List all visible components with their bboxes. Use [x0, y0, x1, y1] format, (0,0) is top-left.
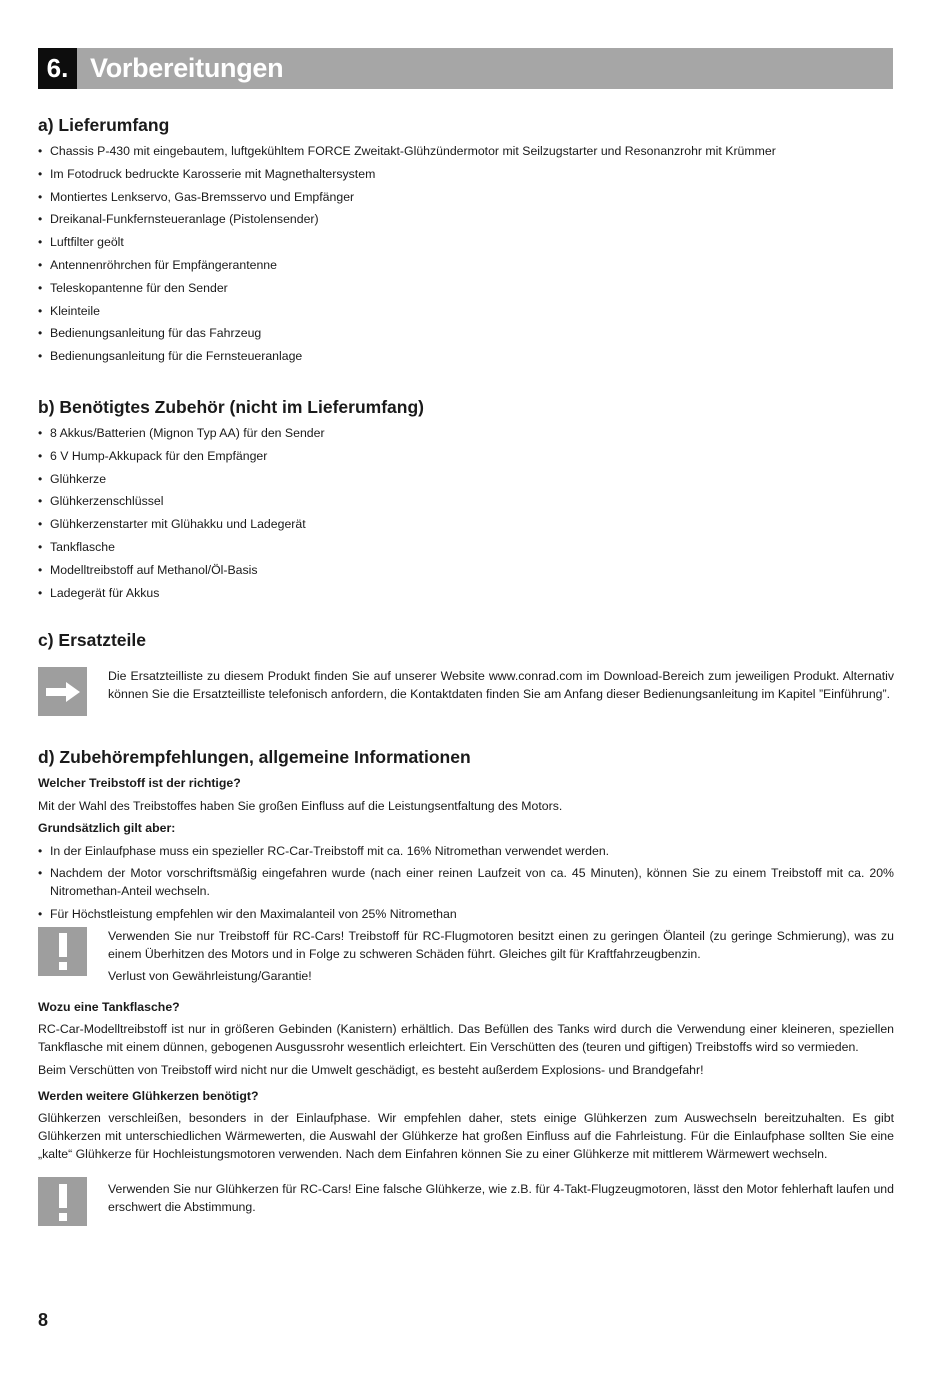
warning-paragraph: Verwenden Sie nur Glühkerzen für RC-Cars! Eine falsche Glühkerze, wie z.B. für 4-Takt-Flugzeugmotoren, lässt den Motor fehlerhaft laufen und erschwert die Abstimmung.: [108, 1182, 894, 1215]
list-item: • 8 Akkus/Batterien (Mignon Typ AA) für den Sender: [38, 424, 894, 442]
section-ersatzteile: [38, 629, 894, 716]
note-text: [108, 1177, 894, 1226]
list-item: • Montiertes Lenkservo, Gas-Bremsservo und Empfänger: [38, 188, 894, 206]
subheading: Werden weitere Glühkerzen benötigt?: [38, 1088, 259, 1103]
paragraph: Mit der Wahl des Treibstoffes haben Sie großen Einfluss auf die Leistungsentfaltung des Motors.: [38, 798, 563, 813]
section-title: c) Ersatzteile: [38, 630, 146, 650]
list-item: • Bedienungsanleitung für die Fernsteueranlage: [38, 347, 894, 365]
chapter-header: [38, 48, 893, 89]
paragraph: Glühkerzen verschleißen, besonders in der Einlaufphase. Wir empfehlen daher, stets einige Glühkerzen zum Auswechseln bereitzuhalten. Es gibt Glühkerzen mit unterschiedlichen Wärmewerten, die Auswahl der Glühkerze hat großen Einfluss auf die Fahrleistung. Für die Einlaufphase sollten Sie eine „kalte“ Glühkerze für Hochleistungsmotoren verwenden. Nach dem Einfahren können Sie zu einer Glühkerze mit mittlerem Wärmewert wechseln.: [38, 1111, 894, 1162]
list-item: • Nachdem der Motor vorschriftsmäßig eingefahren wurde (nach einer reinen Laufzeit von ca. 45 Minuten), können Sie zu einem Treibstoff mit ca. 20% Nitromethan-Anteil wechseln.: [38, 864, 894, 900]
paragraph: RC-Car-Modelltreibstoff ist nur in größeren Gebinden (Kanistern) erhältlich. Das Befüllen des Tanks wird durch die Verwendung einer kleineren, speziellen Tankflasche mit einem dünnen, gebogenen Ausgussrohr wesentlich erleichtert. Ein Verschütten des (teuren und giftigen) Treibstoffs wird so vermieden.: [38, 1022, 894, 1055]
list-item: • Glühkerzenstarter mit Glühakku und Ladegerät: [38, 515, 894, 533]
section-title: d) Zubehörempfehlungen, allgemeine Informationen: [38, 747, 471, 767]
list-item: • Kleinteile: [38, 302, 894, 320]
warning-paragraph: Verlust von Gewährleistung/Garantie!: [108, 969, 312, 984]
section-lieferumfang: [38, 114, 894, 370]
list-item: • Antennenröhrchen für Empfängerantenne: [38, 256, 894, 274]
bullet-list: [38, 424, 894, 602]
list-item: • Für Höchstleistung empfehlen wir den Maximalanteil von 25% Nitromethan: [38, 905, 894, 923]
list-item: • Teleskopantenne für den Sender: [38, 279, 894, 297]
section-empfehlungen: [38, 746, 894, 1226]
arrow-right-icon: [38, 667, 87, 716]
list-item: • Ladegerät für Akkus: [38, 584, 894, 602]
page-number: 8: [38, 1310, 49, 1330]
subheading: Welcher Treibstoff ist der richtige?: [38, 776, 241, 790]
list-item: • Dreikanal-Funkfernsteueranlage (Pistolensender): [38, 210, 894, 228]
chapter-title: Vorbereitungen: [90, 53, 284, 83]
list-item: • Tankflasche: [38, 538, 894, 556]
warning-note: [38, 1177, 894, 1226]
section-zubehoer: [38, 396, 894, 606]
bullet-list: [38, 142, 894, 365]
list-item: • Modelltreibstoff auf Methanol/Öl-Basis: [38, 561, 894, 579]
warning-note: [38, 927, 894, 990]
subheading: Grundsätzlich gilt aber:: [38, 821, 176, 835]
section-title: b) Benötigtes Zubehör (nicht im Lieferumfang): [38, 397, 424, 417]
list-item: • 6 V Hump-Akkupack für den Empfänger: [38, 447, 894, 465]
chapter-number: 6.: [38, 48, 77, 89]
list-item: • Luftfilter geölt: [38, 233, 894, 251]
list-item: • Glühkerzenschlüssel: [38, 492, 894, 510]
note-text: [108, 667, 894, 716]
warning-paragraph: Verwenden Sie nur Treibstoff für RC-Cars! Treibstoff für RC-Flugmotoren besitzt einen zu geringen Ölanteil (zu geringe Schmierung), was zu einem Überhitzen des Motors und in Folge zu schweren Schäden führt. Gleiches gilt für Kraftfahrzeugbenzin.: [108, 928, 894, 961]
note-text: [108, 927, 894, 990]
list-item: • Glühkerze: [38, 470, 894, 488]
exclamation-icon: [38, 927, 87, 976]
section-title: a) Lieferumfang: [38, 115, 170, 135]
list-item: • In der Einlaufphase muss ein spezieller RC-Car-Treibstoff mit ca. 16% Nitromethan verwendet werden.: [38, 842, 894, 860]
bullet-list: [38, 842, 894, 924]
list-item: • Im Fotodruck bedruckte Karosserie mit Magnethaltersystem: [38, 165, 894, 183]
list-item: • Chassis P-430 mit eingebautem, luftgekühltem FORCE Zweitakt-Glühzündermotor mit Seilzugstarter und Resonanzrohr mit Krümmer: [38, 142, 894, 160]
exclamation-icon: [38, 1177, 87, 1226]
subheading: Wozu eine Tankflasche?: [38, 999, 180, 1014]
list-item: • Bedienungsanleitung für das Fahrzeug: [38, 324, 894, 342]
note-paragraph: Die Ersatzteilliste zu diesem Produkt finden Sie auf unserer Website www.conrad.com im Download-Bereich zum jeweiligen Produkt. Alternativ können Sie die Ersatzteilliste telefonisch anfordern, die Kontaktdaten finden Sie am Anfang dieser Bedienungsanleitung im Kapitel ”Einführung”.: [108, 669, 894, 701]
info-note: [38, 667, 894, 716]
paragraph: Beim Verschütten von Treibstoff wird nicht nur die Umwelt geschädigt, es besteht außerdem Explosions- und Brandgefahr!: [38, 1062, 704, 1077]
